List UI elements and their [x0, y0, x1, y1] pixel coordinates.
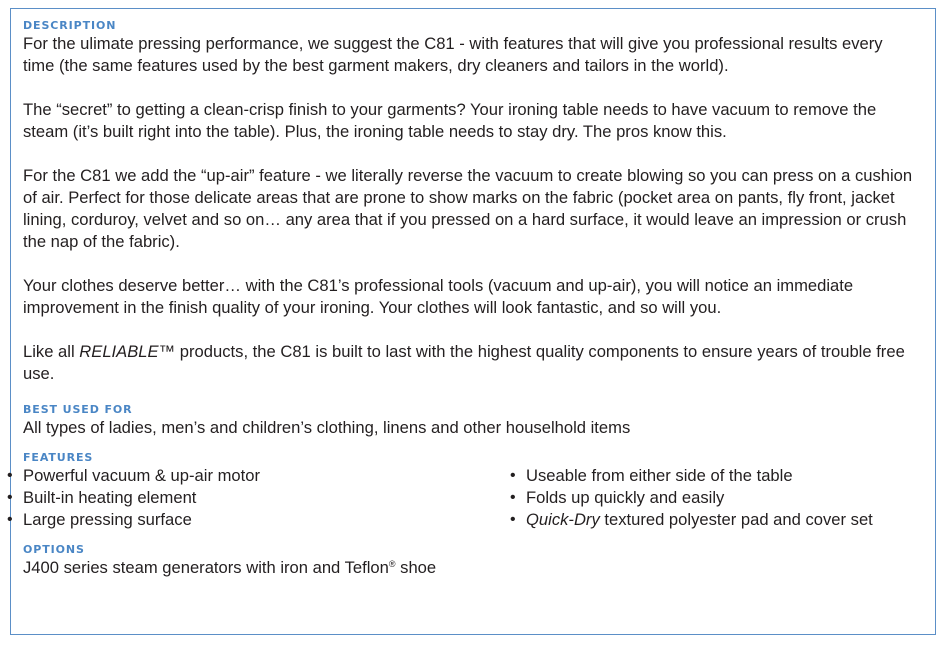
feature-text: Built-in heating element [23, 488, 197, 507]
description-paragraph-5 [23, 341, 913, 385]
feature-item [7, 465, 526, 487]
features-left-column [7, 465, 526, 531]
options-heading: OPTIONS [23, 543, 85, 556]
p5-prefix: Like all [23, 342, 80, 361]
options-text-suffix: shoe [395, 558, 437, 577]
product-details [7, 19, 913, 591]
feature-text: Powerful vacuum & up-air motor [23, 466, 261, 485]
options-text [23, 557, 913, 579]
best-used-for-heading: BEST USED FOR [23, 403, 133, 416]
features-right-column [510, 465, 873, 531]
bullet-icon: • [510, 467, 516, 484]
best-used-for-text: All types of ladies, men’s and children’s clothing, linens and other houselhold items [23, 418, 631, 437]
features-heading: FEATURES [23, 451, 94, 464]
bullet-icon: • [7, 467, 13, 484]
features-list [7, 465, 913, 531]
feature-text: Large pressing surface [23, 510, 192, 529]
feature-item [510, 465, 873, 487]
bullet-icon: • [7, 489, 13, 506]
description-paragraph-3: For the C81 we add the “up-air” feature - we literally reverse the vacuum to create blowing so you can press on a cushion of air. Perfect for those delicate areas that are prone to show marks on the fabric (pocket area on pants, fly front, jacket lining, corduroy, velvet and so on… any area that if you pressed on a hard surface, it would leave an impression or crush the nap of the fabric). [23, 166, 913, 251]
feature-text: Folds up quickly and easily [526, 488, 725, 507]
bullet-icon: • [7, 511, 13, 528]
feature-item [510, 509, 873, 531]
feature-text: textured polyester pad and cover set [599, 510, 873, 529]
feature-item [7, 487, 526, 509]
bullet-icon: • [510, 511, 516, 528]
registered-mark: ® [388, 559, 396, 569]
feature-text: Useable from either side of the table [526, 466, 793, 485]
brand-name: RELIABLE™ [79, 342, 176, 361]
description-heading: DESCRIPTION [23, 19, 117, 32]
options-text-main: J400 series steam generators with iron and Teflon [23, 558, 389, 577]
feature-item [7, 509, 526, 531]
description-paragraph-1: For the ulimate pressing performance, we suggest the C81 - with features that will give you professional results every time (the same features used by the best garment makers, dry cleaners and tailors in the world). [23, 34, 883, 75]
bullet-icon: • [510, 489, 516, 506]
quick-dry-label: Quick-Dry [526, 510, 600, 529]
description-paragraph-2: The “secret” to getting a clean-crisp finish to your garments? Your ironing table needs to have vacuum to remove the steam (it’s built right into the table). Plus, the ironing table needs to stay dry. The pros know this. [23, 100, 877, 141]
p5-suffix: products, the C81 is built to last with the highest quality components to ensure years of trouble free use. [23, 342, 905, 383]
feature-item [510, 487, 873, 509]
description-paragraph-4: Your clothes deserve better… with the C81’s professional tools (vacuum and up-air), you will notice an immediate improvement in the finish quality of your ironing. Your clothes will look fantastic, and so will you. [23, 276, 854, 317]
